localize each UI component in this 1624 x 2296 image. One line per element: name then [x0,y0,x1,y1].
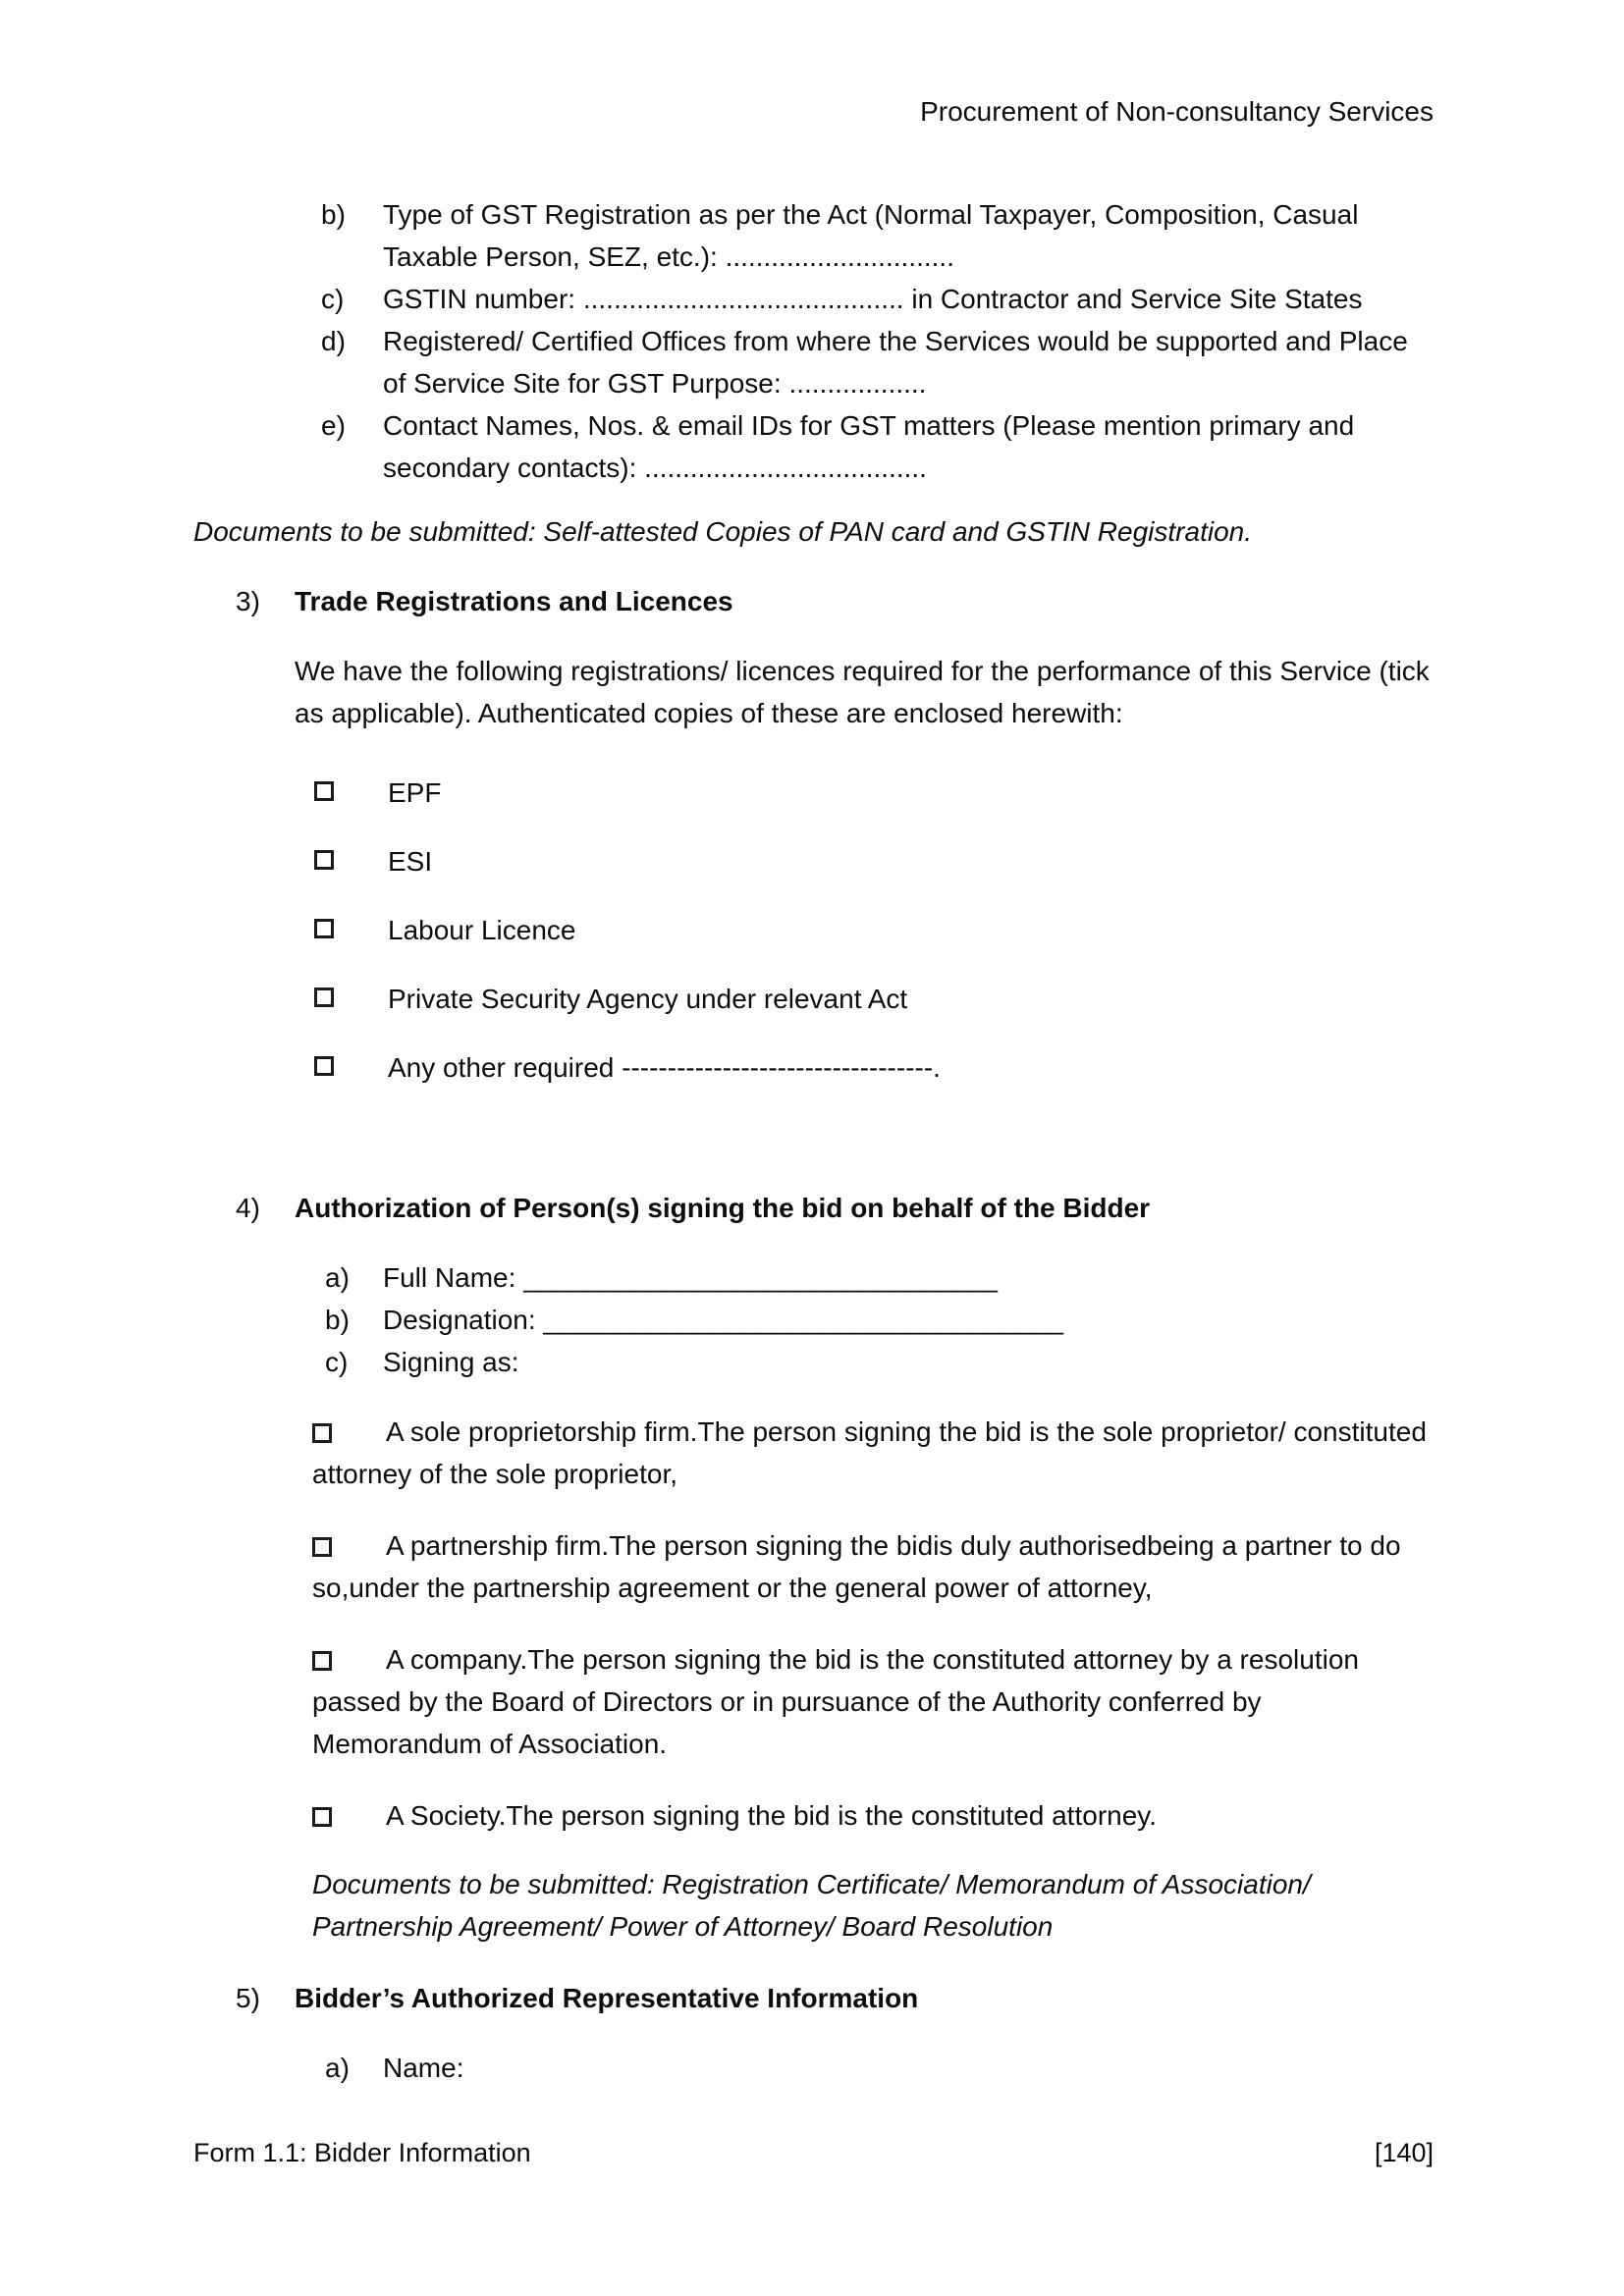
list-item-text: Type of GST Registration as per the Act (Normal Taxpayer, Composition, Casual Taxable Person, SEZ, etc.): .............................. [383,199,1359,272]
trade-option-labour-licence [314,909,1434,951]
documents-note-gst: Documents to be submitted: Self-attested Copies of PAN card and GSTIN Registration. [193,516,1252,547]
trade-option-private-security [314,978,1434,1020]
auth-fields [193,1256,1434,1383]
section-number: 5) [236,1983,260,2013]
signing-option-partnership [312,1524,1434,1609]
trade-option-epf [314,772,1434,814]
checkbox-company[interactable] [312,1651,332,1671]
section-5-heading [236,1977,1434,2019]
list-item-label: b) [321,199,346,230]
list-item-label: e) [321,410,346,441]
field-text: Designation: __________________________________ [383,1305,1063,1335]
field-text: Full Name: _______________________________ [383,1262,998,1293]
gst-item-c [321,278,1434,320]
footer-form-title: Form 1.1: Bidder Information [193,2138,531,2167]
list-item-label: d) [321,326,346,356]
field-signing-as [325,1341,1434,1383]
running-header: Procurement of Non-consultancy Services [920,96,1434,127]
field-label: b) [325,1305,350,1335]
option-text: A partnership firm.The person signing the bidis duly authorisedbeing a partner to do so,under the partnership agreement or the general power of attorney, [312,1530,1401,1603]
list-item-label: c) [321,284,345,314]
field-label: c) [325,1347,349,1377]
field-label: a) [325,2053,350,2083]
section-title: Trade Registrations and Licences [295,586,733,616]
section-3-heading [236,580,1434,622]
rep-fields [193,2047,1434,2089]
field-full-name [325,1256,1434,1299]
checkbox-label: Private Security Agency under relevant Act [388,984,908,1014]
option-text: A Society.The person signing the bid is the constituted attorney. [386,1800,1157,1831]
field-label: a) [325,1262,350,1293]
checkbox-sole-proprietorship[interactable] [312,1423,332,1443]
trade-checkbox-list [193,772,1434,1089]
checkbox-private-security[interactable] [314,988,334,1007]
page-footer [193,2132,1434,2174]
signing-option-sole-proprietorship [312,1411,1434,1495]
trade-option-any-other [314,1046,1434,1089]
checkbox-label: ESI [388,846,433,877]
section-number: 3) [236,586,260,616]
field-text: Name: [383,2053,464,2083]
checkbox-label: Any other required ----------------------------------. [388,1052,941,1083]
list-item-text: Registered/ Certified Offices from where the Services would be supported and Place of Service Site for GST Purpose: .................. [383,326,1408,399]
list-item-text: Contact Names, Nos. & email IDs for GST matters (Please mention primary and secondary contacts): ..................................... [383,410,1355,483]
list-item-text: GSTIN number: .......................................... in Contractor and Service Site States [383,284,1363,314]
gst-item-e [321,404,1434,489]
checkbox-society[interactable] [312,1807,332,1827]
checkbox-any-other[interactable] [314,1056,334,1076]
footer-page-number: [140] [1374,2138,1434,2167]
field-rep-name [325,2047,1434,2089]
documents-note-auth: Documents to be submitted: Registration Certificate/ Memorandum of Association/ Partnership Agreement/ Power of Attorney/ Board Resolution [312,1869,1311,1942]
checkbox-label: EPF [388,777,442,808]
checkbox-partnership[interactable] [312,1537,332,1557]
checkbox-epf[interactable] [314,781,334,801]
checkbox-labour-licence[interactable] [314,919,334,938]
gst-item-b [321,193,1434,278]
section-title: Authorization of Person(s) signing the bid on behalf of the Bidder [295,1193,1151,1223]
section-4-heading [236,1187,1434,1229]
option-text: A sole proprietorship firm.The person signing the bid is the sole proprietor/ constituted attorney of the sole proprietor, [312,1416,1427,1489]
checkbox-esi[interactable] [314,850,334,870]
trade-option-esi [314,840,1434,882]
signing-option-company [312,1638,1434,1765]
checkbox-label: Labour Licence [388,915,576,945]
field-text: Signing as: [383,1347,519,1377]
trade-intro-paragraph: We have the following registrations/ licences required for the performance of this Service (tick as applicable). Authenticated copies of these are enclosed herewith: [295,656,1430,728]
section-title: Bidder’s Authorized Representative Information [295,1983,919,2013]
signing-option-society [312,1794,1434,1837]
section-number: 4) [236,1193,260,1223]
gst-item-d [321,320,1434,404]
field-designation [325,1299,1434,1341]
option-text: A company.The person signing the bid is the constituted attorney by a resolution passed by the Board of Directors or in pursuance of the Authority conferred by Memorandum of Association. [312,1644,1359,1759]
